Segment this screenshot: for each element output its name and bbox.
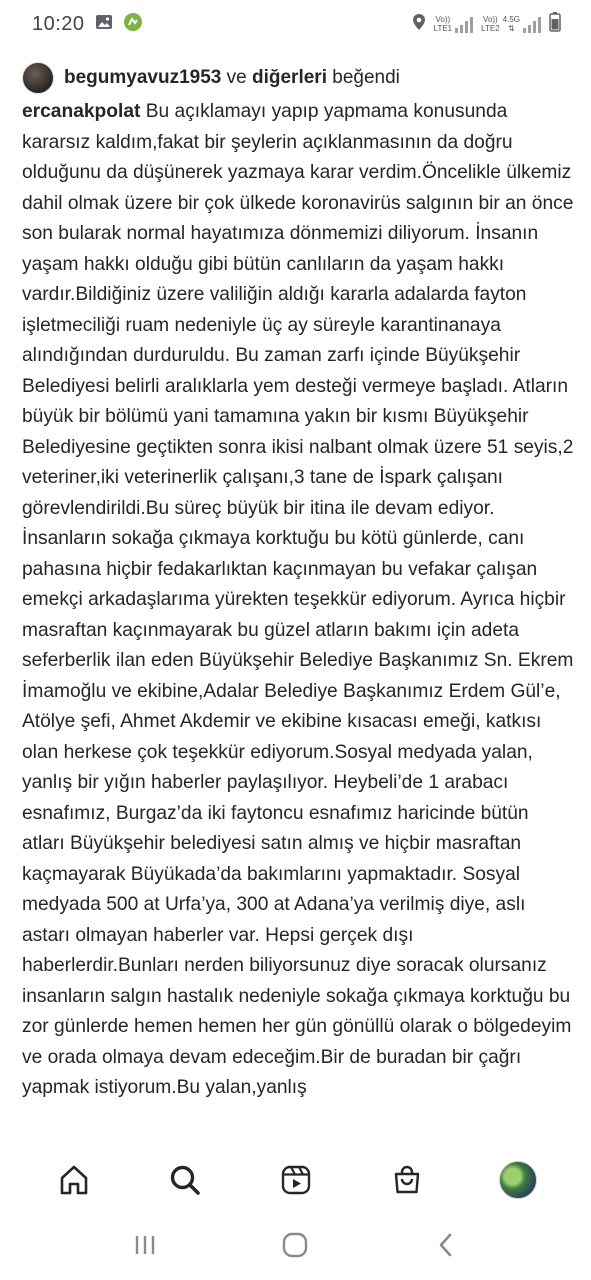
likes-verb: beğendi bbox=[332, 67, 400, 88]
battery-icon bbox=[549, 12, 561, 37]
reels-icon[interactable] bbox=[274, 1158, 318, 1202]
shop-icon[interactable] bbox=[385, 1158, 429, 1202]
caption-text: Bu açıklamayı yapıp yapmama konusunda kararsız kaldım,fakat bir şeylerin açıklanmasının da doğru olduğunu da düşünerek yazmaya karar verdim.Öncelikle ülkemiz dahil olmak üzere bir çok ülkede koronavirüs salgının bir an önce son bularak normal hayatımıza dönmemizi diliyorum. İnsanın yaşam hakkı olduğu gibi bütün canlıların da yaşam hakkı vardır.Bildiğiniz üzere valiliğin aldığı kararla adalarda fayton işletmeciliği ruam nedeniyle üç ay süreyle karantinanaya alındığından durduruldu. Bu zaman zarfı içinde Büyükşehir Belediyesi belirli aralıklarla yem desteği vermeye başladı. Atların büyük bir bölümü yani tamamına yakın bir kısmı Büyükşehir Belediyesine geçtikten sonra ikisi nalbant olmak üzere 51 seyis,2 veteriner,iki veterinerlik çalışanı,3 tane de İspark çalışanı görevlendirildi.Bu süreç büyük bir itina ile devam ediyor. İnsanların sokağa çıkmaya korktuğu bu kötü günlerde, canı pahasına hiçbir fedakarlıktan kaçınmayan bu vefakar çalışan emekçi arkadaşlarıma yürekten teşekkür ediyorum. Ayrıca hiçbir masraftan kaçınmayarak bu güzel atların bakımı için adeta seferberlik ilan eden Büyükşehir Belediye Başkanımız Sn. Ekrem İmamoğlu ve ekibine,Adalar Belediye Başkanımız Erdem Gül’e, Atölye şefi, Ahmet Akdemir ve ekibine kısacası emeği, katkısı olan herkese çok teşekkür ediyorum.Sosyal medyada yalan, yanlış bir yığın haberler paylaşılıyor. Heybeli’de 1 arabacı esnafımız, Burgaz’da iki faytoncu esnafımız haricinde bütün atları Büyükşehir belediyesi satın almış ve hiçbir masraftan kaçmayarak Büyükada’da bakımlarını yapmaktadır. Sosyal medyada 500 at Urfa’ya, 300 at Adana’ya verilmiş diye, aslı astarı olmayan haberler var. Hepsi gerçek dışı haberlerdir.Bunları nerden biliyorsunuz diye soracak olursanız insanların salgın hastalık nedeniyle sokağa çıkmaya korktuğu bu zor günlerde hemen hemen her gün gönüllü olarak o bölgedeyim ve orada olmaya devam edeceğim.Bir de buradan bir çağrı yapmak istiyorum.Bu yalan,yanlış bbox=[22, 101, 574, 1098]
search-icon[interactable] bbox=[163, 1158, 207, 1202]
likes-others[interactable]: diğerleri bbox=[252, 67, 327, 88]
system-nav-bar bbox=[0, 1210, 591, 1280]
post-caption bbox=[22, 97, 574, 1147]
data-arrows-icon: ⇅ bbox=[507, 24, 515, 33]
caption-fade bbox=[0, 1130, 591, 1150]
sim2-volte-label: Vo)) bbox=[483, 15, 498, 24]
recents-icon[interactable] bbox=[123, 1223, 167, 1267]
likes-connector: ve bbox=[226, 67, 247, 88]
profile-tab[interactable] bbox=[496, 1158, 540, 1202]
status-bar bbox=[0, 0, 591, 48]
liker-avatar[interactable] bbox=[22, 62, 54, 94]
location-icon bbox=[412, 13, 426, 36]
back-icon[interactable] bbox=[424, 1223, 468, 1267]
liker-username[interactable]: begumyavuz1953 bbox=[64, 67, 222, 88]
network-type-label: 4.5G bbox=[502, 15, 520, 24]
home-icon[interactable] bbox=[52, 1158, 96, 1202]
sim1-signal bbox=[434, 15, 474, 33]
sim1-lte-label: LTE1 bbox=[433, 24, 453, 33]
sim2-lte-label: LTE2 bbox=[481, 24, 500, 33]
sim1-volte-label: Vo)) bbox=[435, 15, 451, 24]
status-right bbox=[412, 12, 561, 37]
status-time: 10:20 bbox=[32, 12, 85, 35]
likes-row[interactable] bbox=[22, 62, 577, 94]
signal-bars-icon bbox=[523, 17, 541, 33]
likes-text bbox=[64, 67, 400, 89]
bottom-nav bbox=[0, 1150, 591, 1210]
sim2-signal bbox=[481, 15, 541, 33]
signal-bars-icon bbox=[455, 17, 473, 33]
caption-username[interactable]: ercanakpolat bbox=[22, 101, 141, 122]
gallery-icon bbox=[95, 14, 113, 35]
app-notification-icon bbox=[123, 12, 143, 37]
profile-avatar bbox=[499, 1161, 537, 1199]
home-circle-icon[interactable] bbox=[273, 1223, 317, 1267]
status-left bbox=[32, 12, 143, 37]
